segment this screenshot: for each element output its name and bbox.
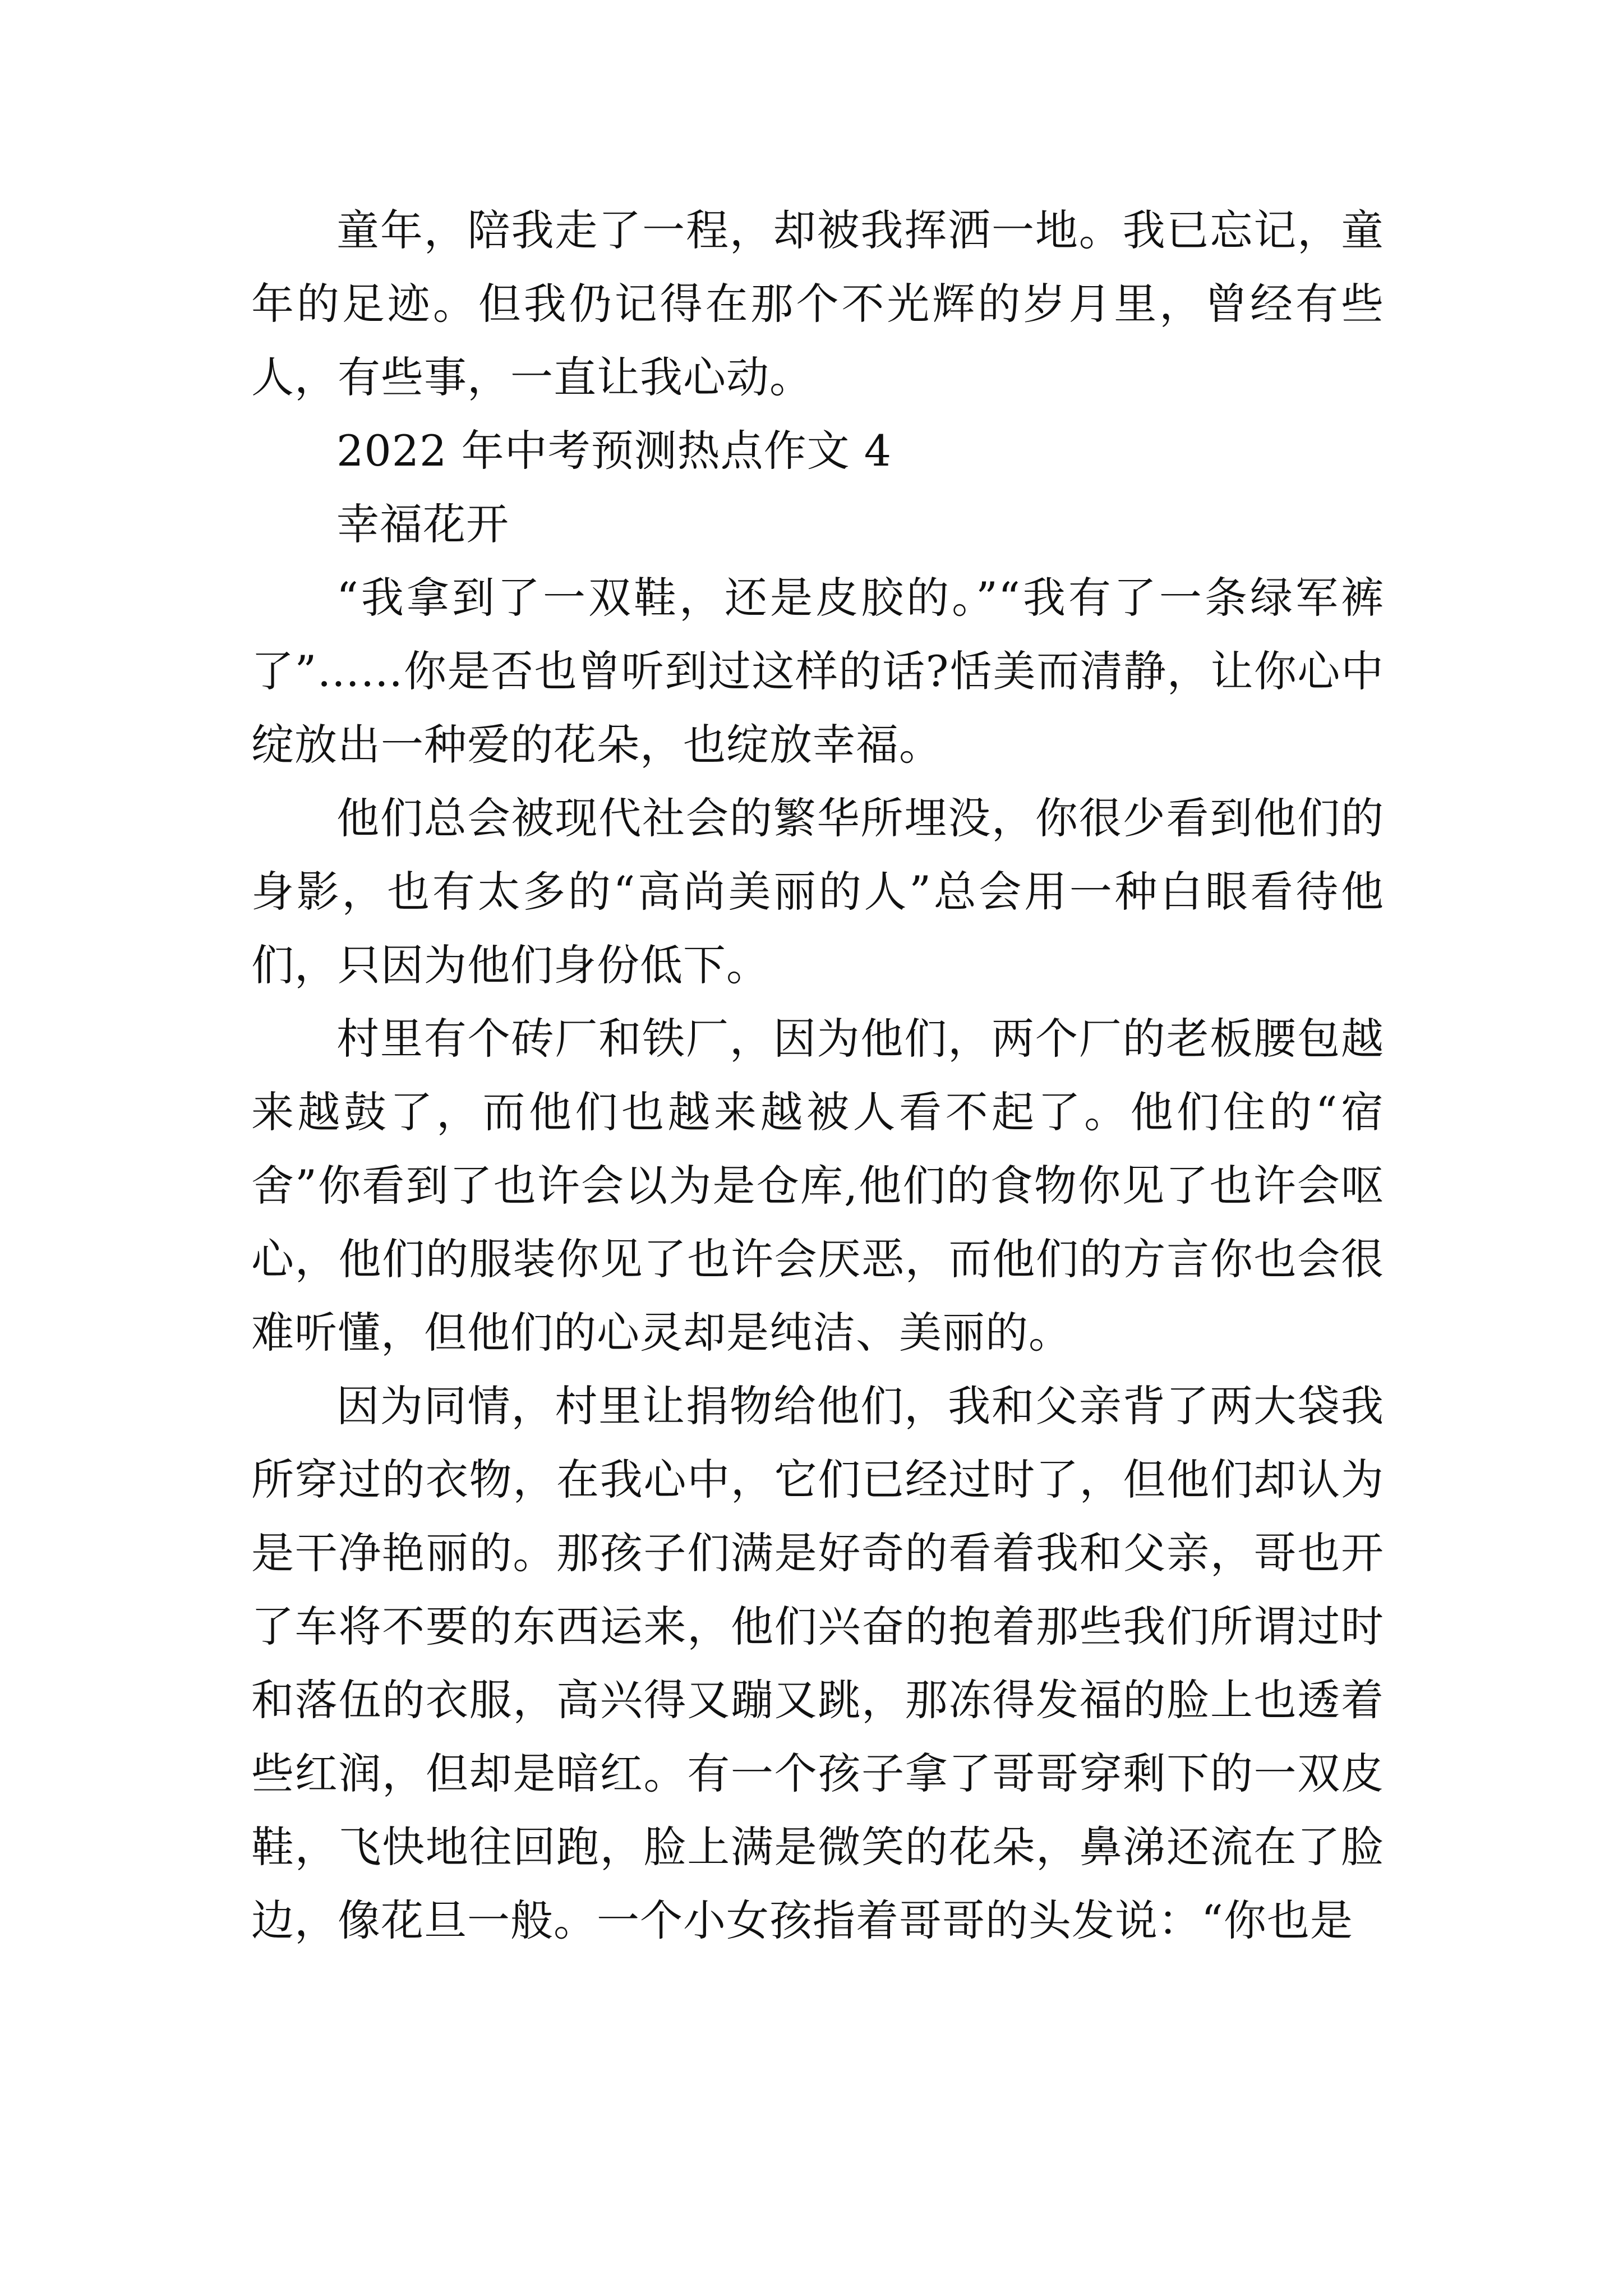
document-body xyxy=(251,194,1384,1957)
paragraph-factory: 村里有个砖厂和铁厂，因为他们，两个厂的老板腰包越来越鼓了，而他们也越来越被人看不起了。他们住的“宿舍”你看到了也许会以为是仓库,他们的食物你见了也许会呕心，他们的服装你见了也许会厌恶，而他们的方言你也会很难听懂，但他们的心灵却是纯洁、美丽的。 xyxy=(251,1014,1384,1358)
paragraph-opening-quote: “我拿到了一双鞋，还是皮胶的。”“我有了一条绿军裤了”……你是否也曾听到过这样的话?恬美而清静，让你心中绽放出一种爱的花朵，也绽放幸福。 xyxy=(251,573,1384,770)
paragraph-donation: 因为同情，村里让捐物给他们，我和父亲背了两大袋我所穿过的衣物，在我心中，它们已经过时了，但他们却认为是干净艳丽的。那孩子们满是好奇的看着我和父亲，哥也开了车将不要的东西运来，他们兴奋的抱着那些我们所谓过时和落伍的衣服，高兴得又蹦又跳，那冻得发福的脸上也透着些红润，但却是暗红。有一个孩子拿了哥哥穿剩下的一双皮鞋，飞快地往回跑，脸上满是微笑的花朵，鼻涕还流在了脸边，像花旦一般。一个小女孩指着哥哥的头发说：“你也是 xyxy=(251,1381,1384,1945)
essay-title: 幸福花开 xyxy=(336,499,509,549)
paragraph-childhood-closing: 童年，陪我走了一程，却被我挥洒一地。我已忘记，童年的足迹。但我仍记得在那个不光辉的岁月里，曾经有些人，有些事，一直让我心动。 xyxy=(251,205,1384,402)
paragraph-society: 他们总会被现代社会的繁华所埋没，你很少看到他们的身影，也有太多的“高尚美丽的人”总会用一种白眼看待他们，只因为他们身份低下。 xyxy=(251,793,1384,990)
essay-heading: 2022 年中考预测热点作文 4 xyxy=(336,426,892,476)
